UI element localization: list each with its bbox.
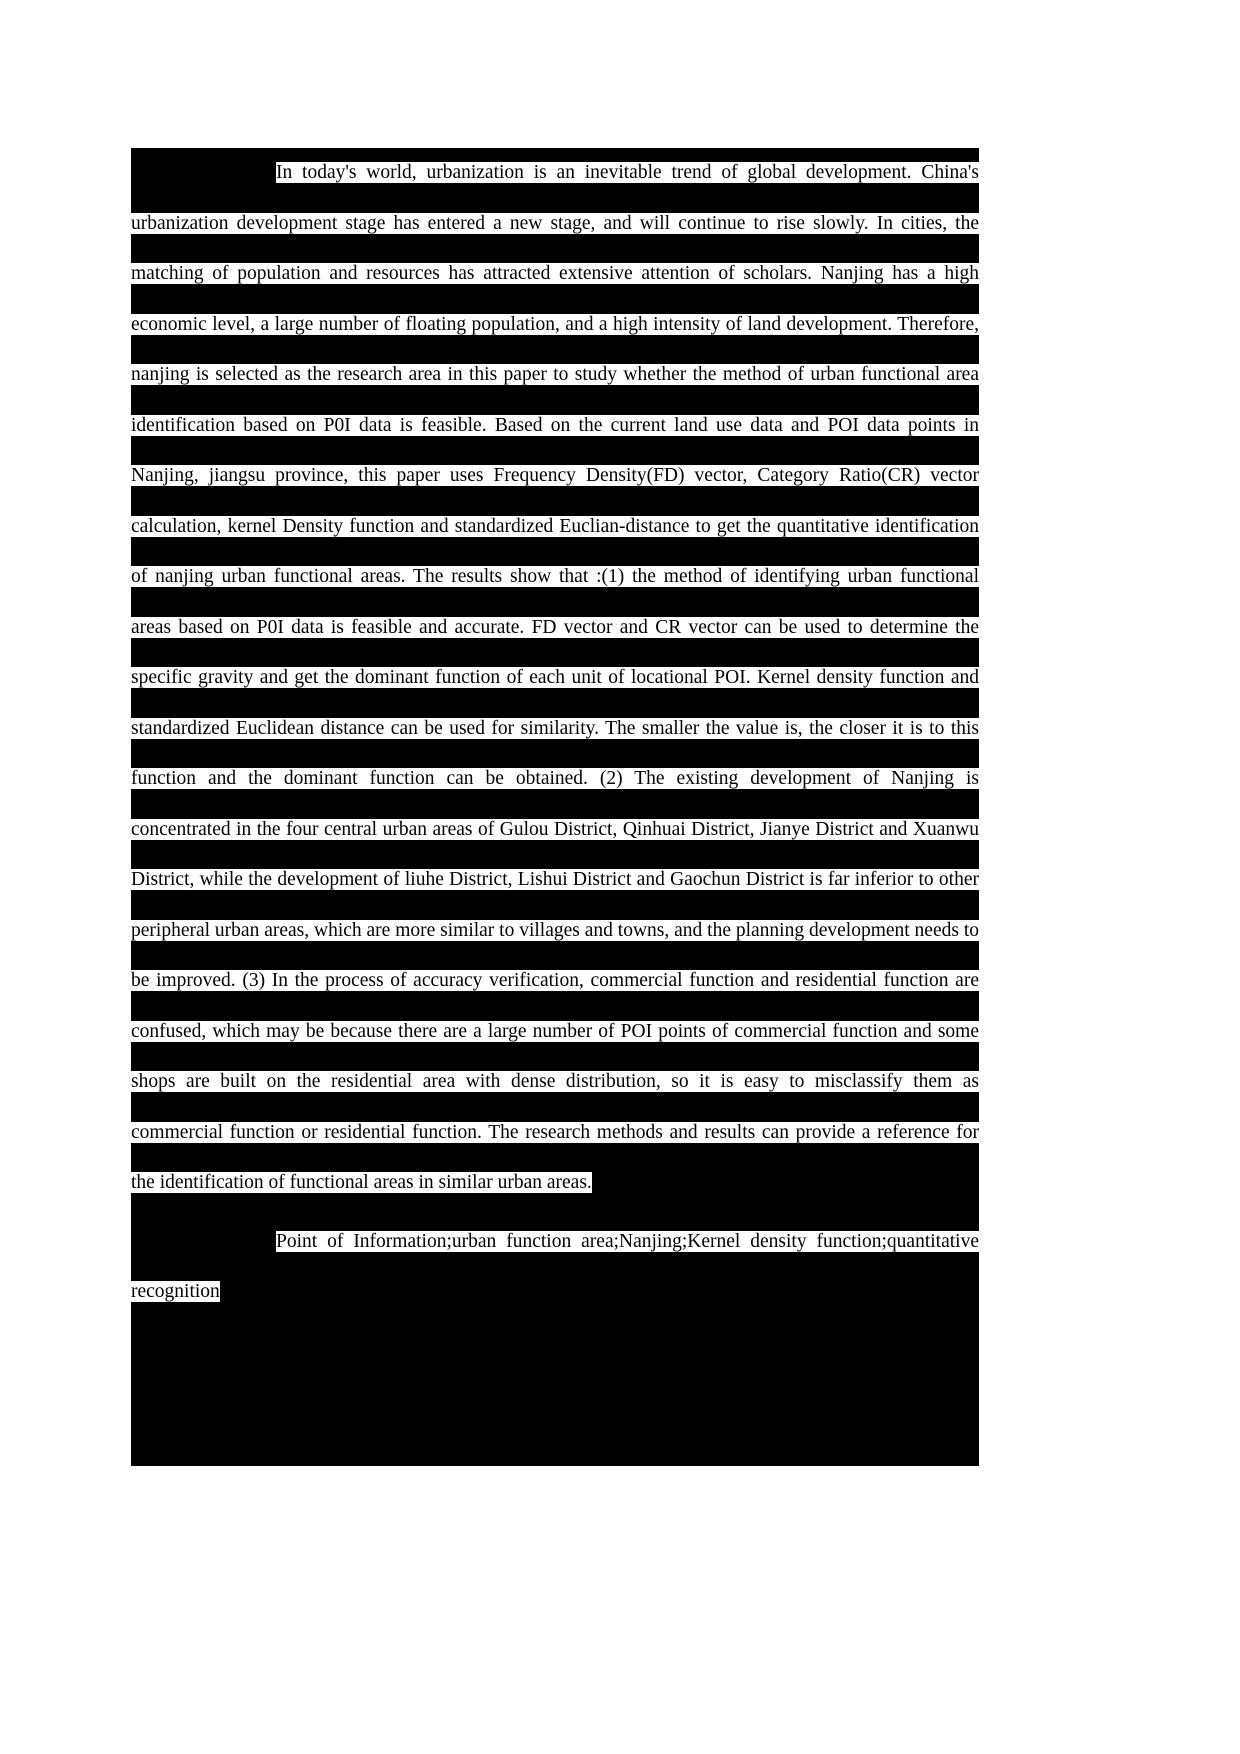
keywords-text: Point of Information;urban function area;Nanjing;Kernel density function;quantitative recognition — [131, 1230, 979, 1302]
document-content — [131, 148, 979, 1518]
page-bottom-spacer — [131, 1318, 979, 1518]
keywords-paragraph — [131, 1217, 979, 1318]
abstract-paragraph — [131, 148, 979, 1209]
abstract-text: In today's world, urbanization is an inevitable trend of global development. China's urbanization development stage has entered a new stage, and will continue to rise slowly. In cities, the matching of population and resources has attracted extensive attention of scholars. Nanjing has a high economic level, a large number of floating population, and a high intensity of land development. Therefore, nanjing is selected as the research area in this paper to study whether the method of urban functional area identification based on P0I data is feasible. Based on the current land use data and POI data points in Nanjing, jiangsu province, this paper uses Frequency Density(FD) vector, Category Ratio(CR) vector calculation, kernel Density function and standardized Euclian-distance to get the quantitative identification of nanjing urban functional areas. The results show that :(1) the method of identifying urban functional areas based on P0I data is feasible and accurate. FD vector and CR vector can be used to determine the specific gravity and get the dominant function of each unit of locational POI. Kernel density function and standardized Euclidean distance can be used for similarity. The smaller the value is, the closer it is to this function and the dominant function can be obtained. (2) The existing development of Nanjing is concentrated in the four central urban areas of Gulou District, Qinhuai District, Jianye District and Xuanwu District, while the development of liuhe District, Lishui District and Gaochun District is far inferior to other peripheral urban areas, which are more similar to villages and towns, and the planning development needs to be improved. (3) In the process of accuracy verification, commercial function and residential function are confused, which may be because there are a large number of POI points of commercial function and some shops are built on the residential area with dense distribution, so it is easy to misclassify them as commercial function or residential function. The research methods and results can provide a reference for the identification of functional areas in similar urban areas. — [131, 162, 979, 1193]
